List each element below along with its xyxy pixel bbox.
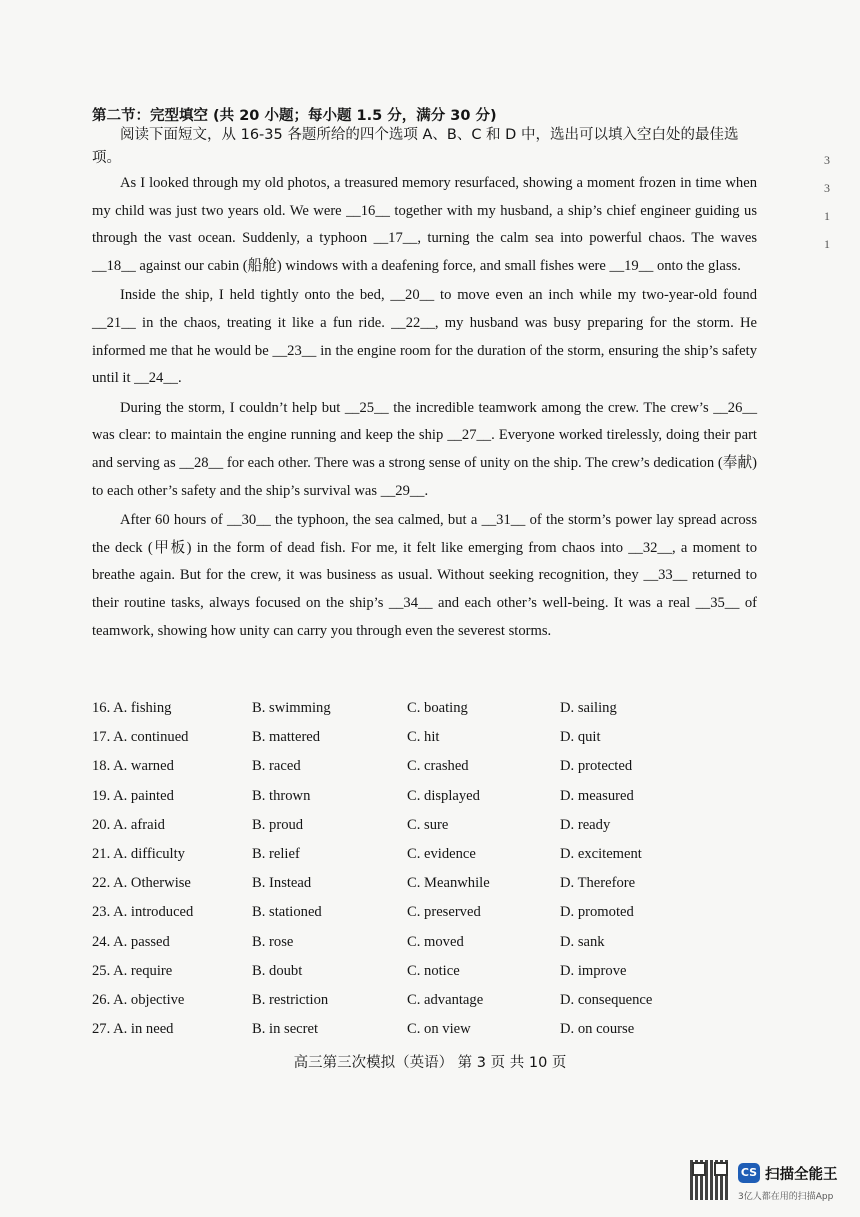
option-row (92, 957, 757, 986)
option-b: B. raced (252, 758, 301, 775)
option-c: C. evidence (407, 846, 476, 863)
option-c: C. hit (407, 729, 440, 746)
passage-paragraph: During the storm, I couldn’t help but __25__ the incredible teamwork among the crew. The crew’s __26__ was clear: to maintain the engine running and keep the ship __27__. Everyone worked tirelessly, doing their part and serving as __28__ for each other. There was a strong sense of unity on the ship. The crew’s dedication (奉献) to each other’s safety and the ship’s survival was __29__. (92, 399, 757, 499)
option-c: C. on view (407, 1021, 471, 1038)
option-row (92, 782, 757, 811)
section-title: 第二节：完型填空 (共 20 小题；每小题 1.5 分，满分 30 分) (92, 108, 497, 124)
option-row (92, 723, 757, 752)
option-b: B. Instead (252, 875, 312, 892)
option-c: C. moved (407, 933, 464, 950)
option-d: D. on course (560, 1021, 635, 1038)
option-c: C. preserved (407, 904, 481, 921)
passage-paragraph: After 60 hours of __30__ the typhoon, the sea calmed, but a __31__ of the storm’s power lay spread across the deck (甲板) in the form of dead fish. For me, it felt like emerging from chaos into __32__, a moment to breathe again. But for the crew, it was business as usual. Without seeking recognition, they __33__ returned to their routine tasks, always focused on the ship’s __34__ and each other’s well-being. It was a real __35__ of teamwork, showing how unity can carry you through even the severest storms. (92, 512, 757, 639)
option-d: D. sank (560, 933, 605, 950)
option-row (92, 811, 757, 840)
option-d: D. consequence (560, 991, 653, 1008)
option-b: B. rose (252, 933, 294, 950)
camscanner-logo-icon: CS (738, 1163, 760, 1183)
option-row (92, 1015, 757, 1044)
option-c: C. displayed (407, 787, 480, 804)
option-b: B. mattered (252, 729, 321, 746)
option-row (92, 752, 757, 781)
option-d: D. improve (560, 962, 627, 979)
option-row (92, 869, 757, 898)
option-d: D. excitement (560, 846, 642, 863)
option-a: 18. A. warned (92, 758, 174, 775)
scanner-tagline: 3亿人都在用的扫描App (738, 1192, 834, 1202)
option-c: C. sure (407, 816, 449, 833)
options-list (92, 694, 757, 1044)
option-c: C. boating (407, 700, 468, 717)
section-instructions: 阅读下面短文，从 16-35 各题所给的四个选项 A、B、C 和 D 中，选出可以填入空白处的最佳选项。 (92, 127, 739, 166)
option-d: D. measured (560, 787, 634, 804)
option-b: B. stationed (252, 904, 322, 921)
scanner-app-name: 扫描全能王 (765, 1167, 838, 1183)
option-a: 23. A. introduced (92, 904, 194, 921)
option-b: B. proud (252, 816, 304, 833)
option-d: D. promoted (560, 904, 634, 921)
option-b: B. in secret (252, 1021, 319, 1038)
option-row (92, 928, 757, 957)
option-a: 25. A. require (92, 962, 173, 979)
option-d: D. sailing (560, 700, 617, 717)
option-b: B. doubt (252, 962, 303, 979)
option-c: C. Meanwhile (407, 875, 490, 892)
passage (92, 170, 757, 647)
option-c: C. advantage (407, 991, 484, 1008)
option-d: D. protected (560, 758, 633, 775)
option-a: 17. A. continued (92, 729, 189, 746)
option-row (92, 840, 757, 869)
page-footer: 高三第三次模拟（英语） 第 3 页 共 10 页 (293, 1055, 567, 1071)
margin-mark: 1 (824, 209, 830, 223)
margin-mark: 3 (824, 181, 830, 195)
option-b: B. restriction (252, 991, 329, 1008)
qr-code-icon (690, 1160, 730, 1200)
option-b: B. relief (252, 846, 300, 863)
option-d: D. ready (560, 816, 611, 833)
option-a: 27. A. in need (92, 1021, 174, 1038)
option-row (92, 986, 757, 1015)
margin-mark: 3 (824, 153, 830, 167)
option-d: D. Therefore (560, 875, 636, 892)
option-c: C. crashed (407, 758, 469, 775)
margin-mark: 1 (824, 237, 830, 251)
option-a: 26. A. objective (92, 991, 185, 1008)
option-a: 19. A. painted (92, 787, 174, 804)
option-b: B. thrown (252, 787, 311, 804)
option-a: 20. A. afraid (92, 816, 165, 833)
option-row (92, 694, 757, 723)
passage-paragraph: As I looked through my old photos, a treasured memory resurfaced, showing a moment frozen in time when my child was just two years old. We were __16__ together with my husband, a ship’s chief engineer guiding us through the vast ocean. Suddenly, a typhoon __17__, turning the calm sea into powerful chaos. The waves __18__ against our cabin (船舱) windows with a deafening force, and small fishes were __19__ onto the glass. (92, 175, 757, 274)
option-a: 22. A. Otherwise (92, 875, 191, 892)
option-b: B. swimming (252, 700, 331, 717)
option-row (92, 898, 757, 927)
option-a: 21. A. difficulty (92, 846, 185, 863)
option-c: C. notice (407, 962, 460, 979)
option-d: D. quit (560, 729, 601, 746)
option-a: 24. A. passed (92, 933, 170, 950)
passage-paragraph: Inside the ship, I held tightly onto the bed, __20__ to move even an inch while my two-year-old found __21__ in the chaos, treating it like a fun ride. __22__, my husband was busy preparing for the storm. He informed me that he would be __23__ in the engine room for the duration of the storm, ensuring the ship’s safety until it __24__. (92, 287, 757, 387)
option-a: 16. A. fishing (92, 700, 172, 717)
